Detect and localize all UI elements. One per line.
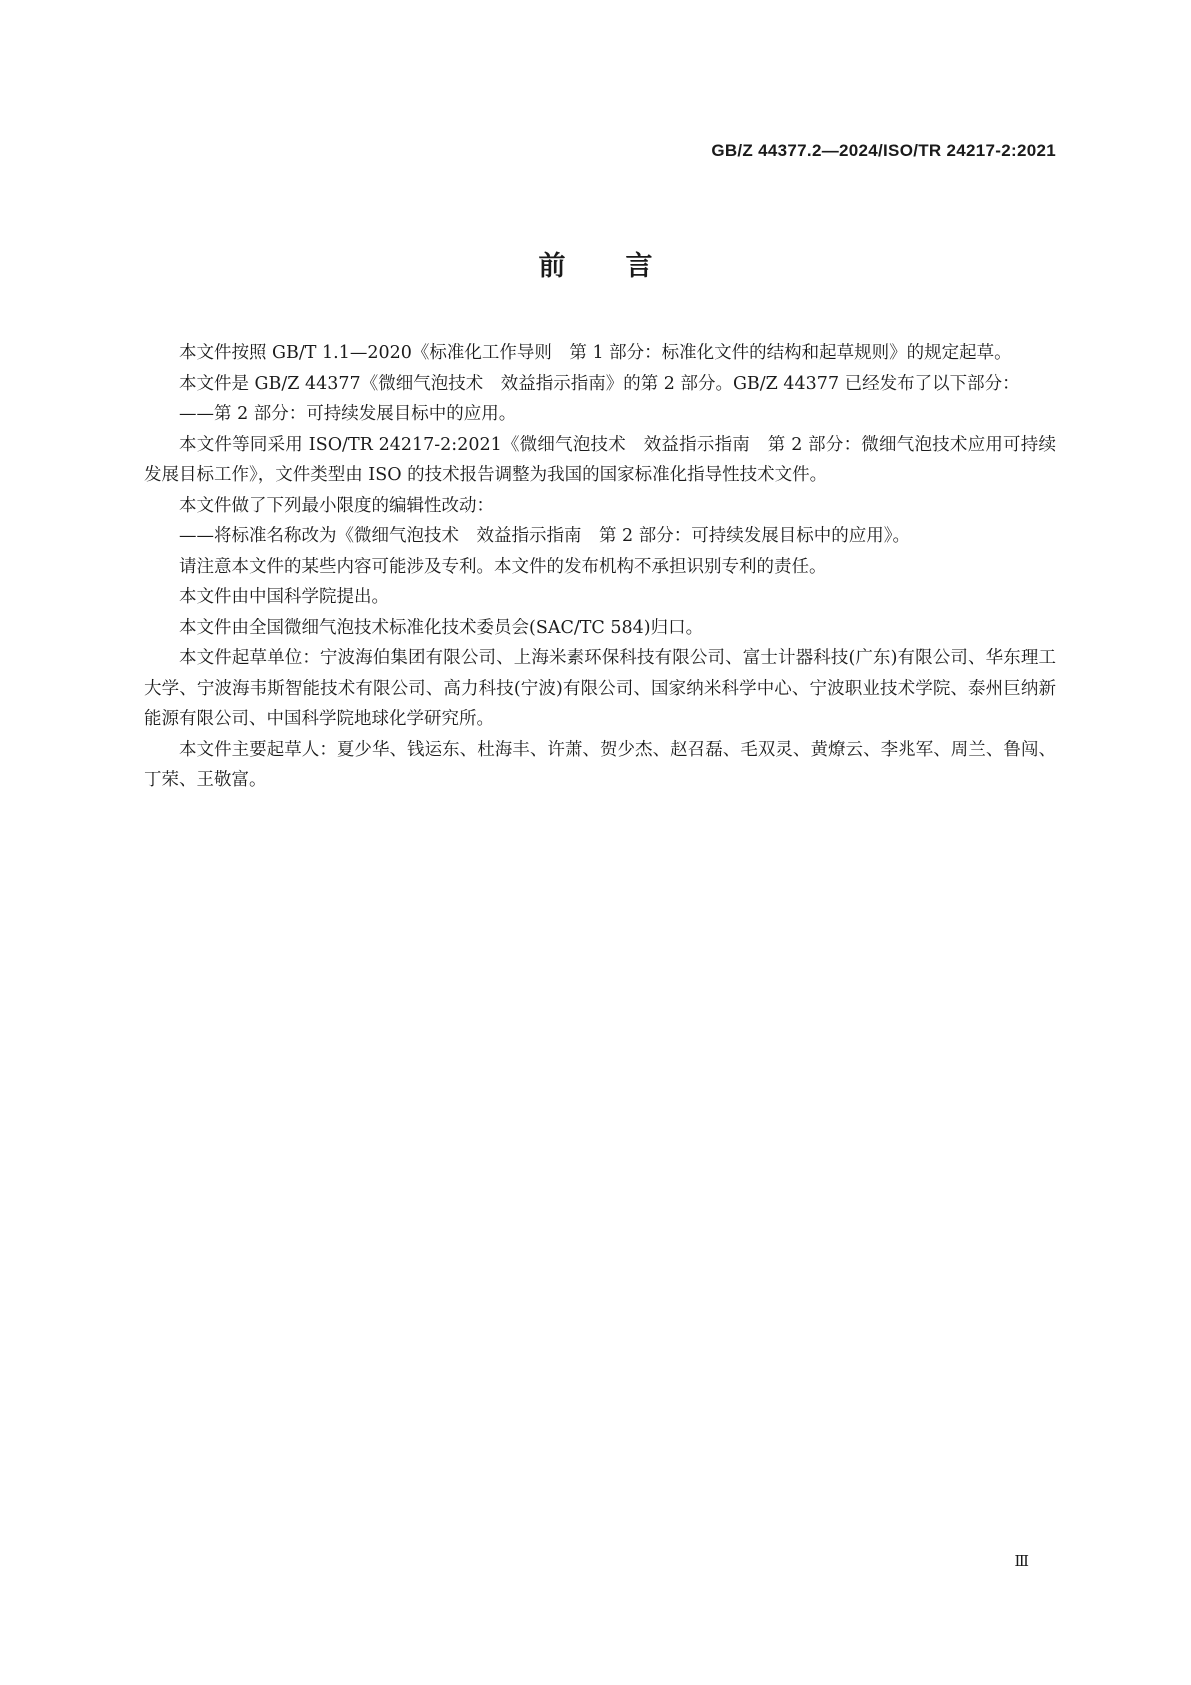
paragraph: 请注意本文件的某些内容可能涉及专利。本文件的发布机构不承担识别专利的责任。 [179, 556, 827, 577]
foreword-body [144, 338, 1056, 796]
page-number: Ⅲ [1014, 1552, 1029, 1570]
paragraph: 本文件是 GB/Z 44377《微细气泡技术 效益指示指南》的第 2 部分。GB/Z 44377 已经发布了以下部分： [179, 373, 1020, 394]
list-item: ——第 2 部分：可持续发展目标中的应用。 [179, 404, 517, 424]
paragraph: 本文件做了下列最小限度的编辑性改动： [179, 495, 494, 516]
paragraph: 本文件等同采用 ISO/TR 24217-2:2021《微细气泡技术 效益指示指南 第 2 部分：微细气泡技术应用可持续发展目标工作》，文件类型由 ISO 的技术报告调整为我国的国家标准化指导性技术文件。 [144, 434, 1056, 485]
paragraph: 本文件起草单位：宁波海伯集团有限公司、上海米素环保科技有限公司、富士计器科技(广东)有限公司、华东理工大学、宁波海韦斯智能技术有限公司、高力科技(宁波)有限公司、国家纳米科学中心、宁波职业技术学院、泰州巨纳新能源有限公司、中国科学院地球化学研究所。 [144, 648, 1056, 729]
paragraph: 本文件由全国微细气泡技术标准化技术委员会(SAC/TC 584)归口。 [179, 617, 704, 638]
paragraph: 本文件由中国科学院提出。 [179, 587, 389, 607]
standard-code: GB/Z 44377.2—2024/ISO/TR 24217-2:2021 [711, 141, 1056, 160]
page-title: 前言 [538, 251, 713, 282]
paragraph: 本文件按照 GB/T 1.1—2020《标准化工作导则 第 1 部分：标准化文件的结构和起草规则》的规定起草。 [179, 343, 1012, 363]
paragraph: 本文件主要起草人：夏少华、钱运东、杜海丰、许萧、贺少杰、赵召磊、毛双灵、黄燎云、李兆军、周兰、鲁闯、丁荣、王敬富。 [144, 739, 1056, 790]
list-item: ——将标准名称改为《微细气泡技术 效益指示指南 第 2 部分：可持续发展目标中的应用》。 [179, 526, 911, 546]
